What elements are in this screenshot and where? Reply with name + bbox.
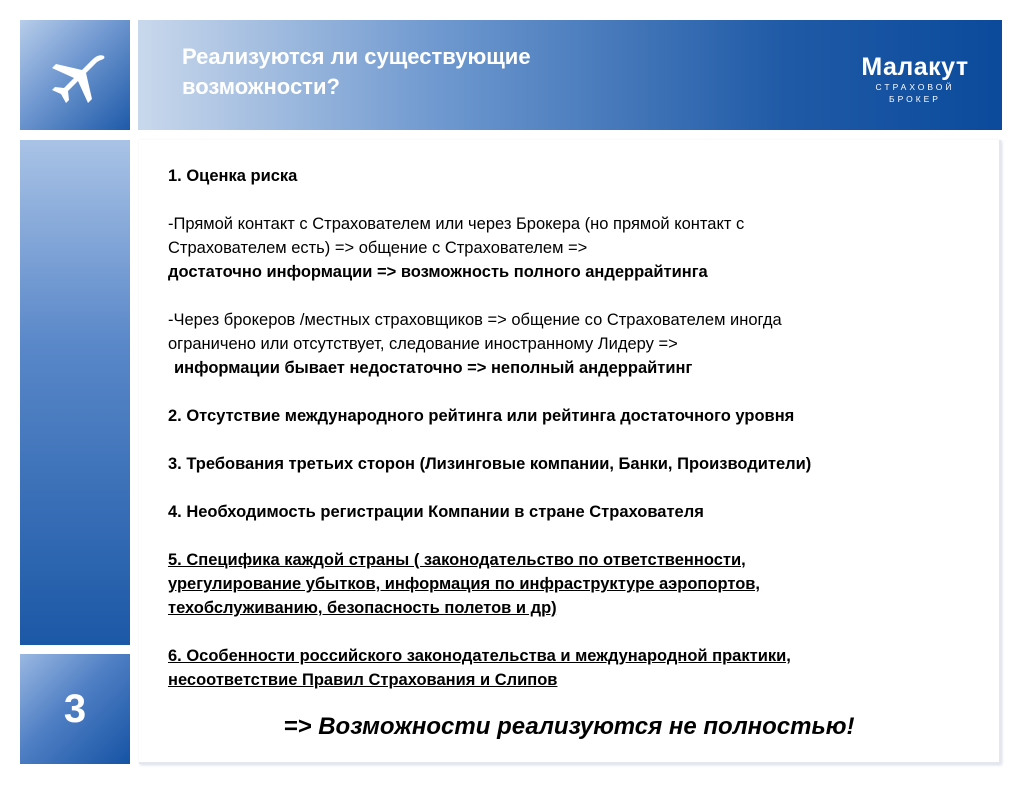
section-5-line-2: урегулирование убытков, информация по инфраструктуре аэропортов, [168, 575, 761, 593]
brand-tagline: СТРАХОВОЙ БРОКЕР [875, 82, 955, 104]
title-line-2: возможности? [182, 74, 340, 99]
airplane-icon [46, 52, 108, 114]
section-1-para-2-conclusion: информации бывает недостаточно => неполный андеррайтинг [174, 359, 693, 377]
section-6-line-2: несоответствие Правил Страхования и Слипов [168, 671, 558, 689]
content-body [168, 164, 968, 692]
section-1-heading: 1. Оценка риска [168, 167, 298, 185]
section-5-line-3: техобслуживанию, безопасность полетов и др) [168, 599, 557, 617]
section-6-line-1: 6. Особенности российского законодательства и международной практики, [168, 647, 791, 665]
section-1-para-1-line-1: -Прямой контакт с Страхователем или через Брокера (но прямой контакт с [168, 215, 745, 233]
section-4: 4. Необходимость регистрации Компании в стране Страхователя [168, 503, 704, 521]
section-1-para-1-conclusion: достаточно информации => возможность полного андеррайтинга [168, 263, 708, 281]
section-1-para-1-line-2: Страхователем есть) => общение с Страхователем => [168, 239, 588, 257]
page-title [182, 42, 652, 102]
section-1-para-2-line-2: ограничено или отсутствует, следование иностранному Лидеру => [168, 335, 678, 353]
conclusion: => Возможности реализуются не полностью! [283, 713, 855, 740]
section-5-line-1: 5. Специфика каждой страны ( законодательство по ответственности, [168, 551, 746, 569]
title-line-1: Реализуются ли существующие [182, 44, 531, 69]
page-number: 3 [63, 686, 87, 731]
side-decoration-bar [20, 140, 130, 645]
logo-tile [20, 20, 130, 130]
brand-name: Малакут [861, 53, 969, 81]
brand-logo [848, 54, 982, 105]
page-number-tile [20, 654, 130, 764]
section-2: 2. Отсутствие международного рейтинга или рейтинга достаточного уровня [168, 407, 795, 425]
section-3: 3. Требования третьих сторон (Лизинговые компании, Банки, Производители) [168, 455, 812, 473]
section-1-para-2-line-1: -Через брокеров /местных страховщиков => общение со Страхователем иногда [168, 311, 782, 329]
